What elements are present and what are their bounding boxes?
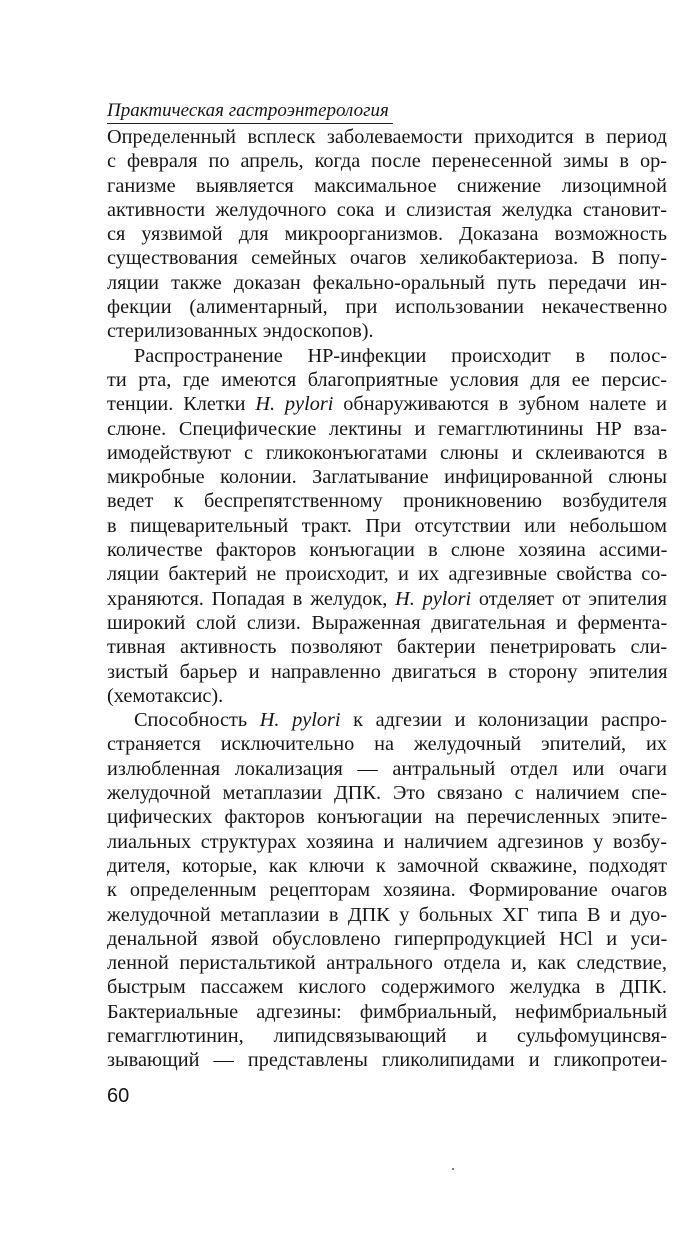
print-speck xyxy=(452,1168,454,1170)
text-line: цифических факторов конъюгации на перечисленных эпите- xyxy=(107,806,668,829)
text-line: ляции бактерий не происходит, и их адгезивные свойства со- xyxy=(107,563,668,586)
text-line: имодействуют с гликоконъюгатами слюны и склеиваются в xyxy=(107,441,668,464)
text-line: стерилизованных эндоскопов). xyxy=(107,320,374,343)
text-line: лиальных структурах хозяина и наличием адгезинов у возбу- xyxy=(107,830,667,853)
text-line: храняются. Попадая в желудок, H. pylori отделяет от эпителия xyxy=(107,587,667,610)
text-line: микробные колонии. Заглатывание инфицированной слюны xyxy=(107,466,667,489)
text-line: дителя, которые, как ключи к замочной скважине, подходят xyxy=(107,854,667,877)
text-line: слюне. Специфические лектины и гемагглютинины HP вза- xyxy=(107,417,667,440)
body-text xyxy=(107,125,667,1073)
text-line: ведет к беспрепятственному проникновению возбудителя xyxy=(107,490,667,513)
text-line: тенции. Клетки H. pylori обнаруживаются в зубном налете и xyxy=(107,393,667,416)
paragraph-3 xyxy=(107,708,667,1072)
text-line: (хемотаксис). xyxy=(107,684,224,707)
text-line: количестве факторов конъюгации в слюне хозяина ассими- xyxy=(107,539,668,562)
text-line: гемагглютинин, липидсвязывающий и сульфомуцинсвя- xyxy=(107,1024,668,1047)
text-line: ся уязвимой для микроорганизмов. Доказана возможность xyxy=(107,223,667,246)
page-number: 60 xyxy=(107,1085,130,1107)
text-line: с февраля по апрель, когда после перенесенной зимы в ор- xyxy=(107,150,667,173)
text-line: ленной перистальтикой антрального отдела и, как следствие, xyxy=(107,952,667,975)
text-line: активности желудочного сока и слизистая желудка становит- xyxy=(107,198,667,221)
text-line: желудочной метаплазии в ДПК у больных ХГ типа В и дуо- xyxy=(107,903,667,926)
species-name: H. pylori xyxy=(259,709,341,732)
text-line: Способность H. pylori к адгезии и колонизации распро- xyxy=(134,709,667,732)
text-line: к определенным рецепторам хозяина. Формирование очагов xyxy=(107,879,668,902)
text-line: зистый барьер и направленно двигаться в сторону эпителия xyxy=(107,660,668,683)
text-line: Бактериальные адгезины: фимбриальный, нефимбриальный xyxy=(107,1000,668,1023)
text-line: фекции (алиментарный, при использовании некачественно xyxy=(107,296,668,319)
text-line: Определенный всплеск заболеваемости приходится в период xyxy=(107,126,667,148)
paragraph-1 xyxy=(107,125,667,344)
species-name: H. pylori xyxy=(255,393,334,416)
text-line: ляции также доказан фекально-оральный путь передачи ин- xyxy=(107,271,668,294)
text-line: ганизме выявляется максимальное снижение лизоцимной xyxy=(107,174,667,197)
text-line: широкий слой слизи. Выраженная двигательная и фермента- xyxy=(107,611,668,634)
text-line: Распространение HP-инфекции происходит в полос- xyxy=(134,344,667,367)
text-line: денальной язвой обусловлено гиперпродукцией HCl и уси- xyxy=(107,927,668,950)
species-name: H. pylori xyxy=(395,587,472,610)
text-line: излюбленная локализация — антральный отдел или очаги xyxy=(107,757,667,780)
paragraph-2 xyxy=(107,344,667,708)
text-line: желудочной метаплазии ДПК. Это связано с наличием спе- xyxy=(107,782,667,805)
text-line: страняется исключительно на желудочный эпителий, их xyxy=(107,733,667,756)
text-line: тивная активность позволяют бактерии пенетрировать сли- xyxy=(107,636,668,659)
text-line: существования семейных очагов хеликобактериоза. В попу- xyxy=(107,247,667,270)
running-header: Практическая гастроэнтерология xyxy=(107,100,393,124)
text-line: зывающий — представлены гликолипидами и гликопротеи- xyxy=(107,1049,668,1072)
text-line: в пищеварительный тракт. При отсутствии или небольшом xyxy=(107,514,667,537)
text-line: ти рта, где имеются благоприятные условия для ее персис- xyxy=(107,368,667,391)
text-line: быстрым пассажем кислого содержимого желудка в ДПК. xyxy=(107,976,667,999)
